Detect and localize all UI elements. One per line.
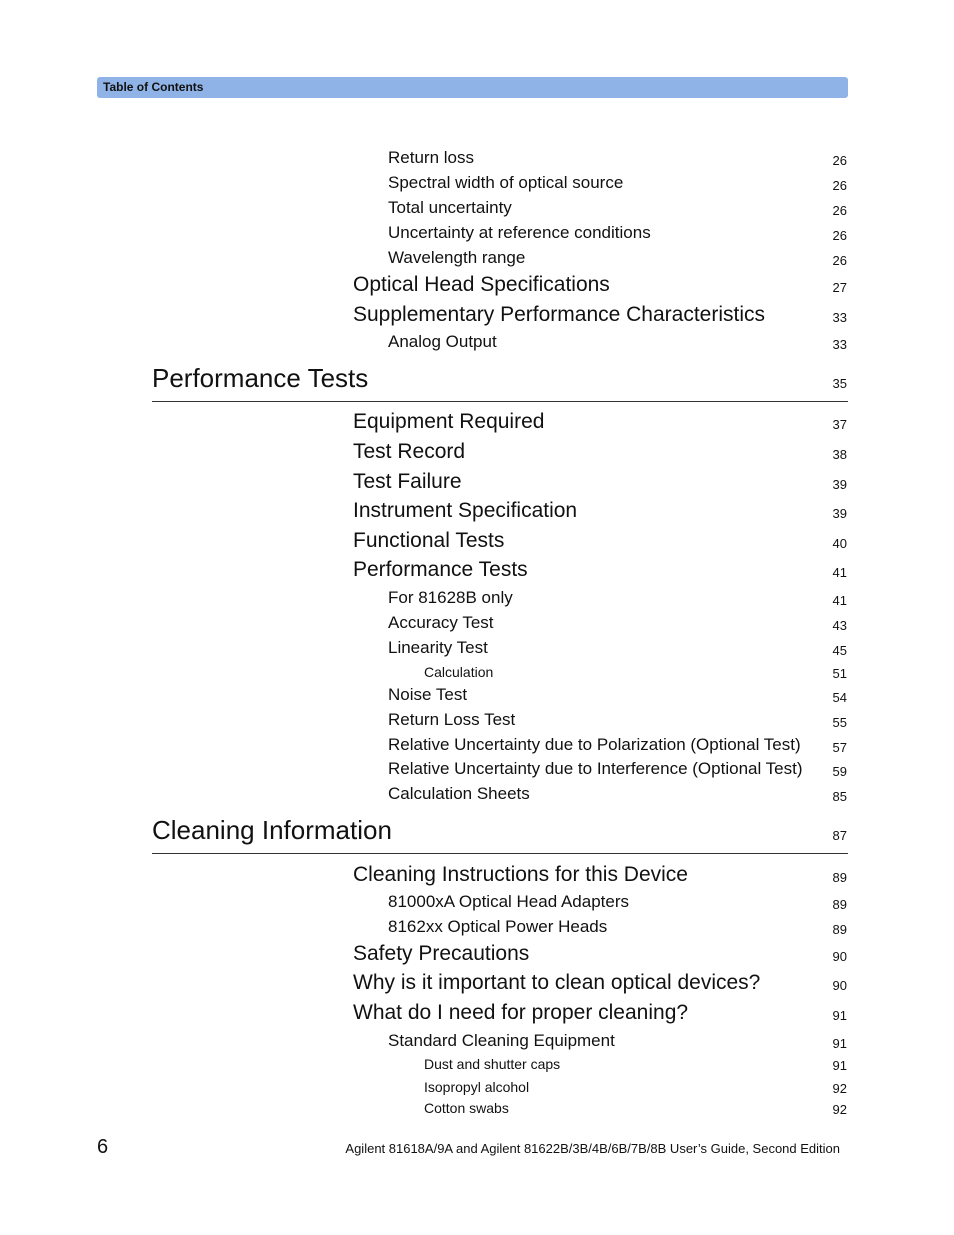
toc-entry-title: Cotton swabs xyxy=(424,1100,509,1116)
toc-entry-page: 37 xyxy=(832,417,847,432)
toc-entry-title: Supplementary Performance Characteristics xyxy=(353,303,766,326)
toc-entry-title: Calculation xyxy=(424,664,494,680)
toc-entry-title: Safety Precautions xyxy=(353,942,530,965)
toc-entry-title: 81000xA Optical Head Adapters xyxy=(388,892,629,911)
toc-entry-title: Noise Test xyxy=(388,685,468,704)
chapter-divider xyxy=(152,401,848,402)
toc-entry-page: 89 xyxy=(832,870,847,885)
page-number: 6 xyxy=(97,1136,109,1158)
toc-entry-page: 85 xyxy=(832,789,847,804)
toc-entry-title: Relative Uncertainty due to Polarization (Optional Test) xyxy=(388,735,801,754)
toc-entry-title: Return Loss Test xyxy=(388,710,516,729)
toc-entry-title: Cleaning Information xyxy=(152,815,392,845)
toc-entry-page: 38 xyxy=(832,447,847,462)
toc-entry-page: 90 xyxy=(832,949,847,964)
toc-entry-title: Cleaning Instructions for this Device xyxy=(353,863,688,886)
toc-entry-title: Dust and shutter caps xyxy=(424,1056,561,1072)
toc-entry-title: Linearity Test xyxy=(388,638,488,657)
toc-entry-page: 59 xyxy=(832,764,847,779)
toc-entry-title: 8162xx Optical Power Heads xyxy=(388,917,608,936)
toc-entry-title: Relative Uncertainty due to Interference (Optional Test) xyxy=(388,759,803,778)
toc-entry-title: Performance Tests xyxy=(353,558,528,581)
toc-entry-title: Why is it important to clean optical devices? xyxy=(353,971,761,994)
toc-entry-page: 43 xyxy=(832,618,847,633)
toc-entry-page: 26 xyxy=(832,178,847,193)
toc-entry-page: 27 xyxy=(832,280,847,295)
header-label: Table of Contents xyxy=(103,80,204,94)
chapter-divider xyxy=(152,853,848,854)
toc-entry-title: Isopropyl alcohol xyxy=(424,1079,530,1095)
toc-entry-page: 57 xyxy=(832,740,847,755)
toc-entry-page: 41 xyxy=(832,593,847,608)
toc-entry-page: 54 xyxy=(832,690,847,705)
toc-entry-page: 45 xyxy=(832,643,847,658)
toc-entry-page: 91 xyxy=(832,1058,847,1073)
toc-entry-title: Instrument Specification xyxy=(353,499,578,522)
toc-entry-title: Test Failure xyxy=(353,470,462,493)
toc-entry-page: 26 xyxy=(832,203,847,218)
toc-entry-page: 91 xyxy=(832,1008,847,1023)
toc-entry-title: Standard Cleaning Equipment xyxy=(388,1031,615,1050)
toc-entry-title: Return loss xyxy=(388,148,474,167)
toc-entry-page: 92 xyxy=(832,1081,847,1096)
toc-entry-page: 92 xyxy=(832,1102,847,1117)
toc-entry-page: 26 xyxy=(832,228,847,243)
toc-entry-title: Calculation Sheets xyxy=(388,784,530,803)
toc-entry-page: 91 xyxy=(832,1036,847,1051)
toc-entry-title: Accuracy Test xyxy=(388,613,494,632)
toc-entry-page: 89 xyxy=(832,922,847,937)
toc-entry-page: 90 xyxy=(832,978,847,993)
toc-entry-page: 26 xyxy=(832,153,847,168)
toc-entry-page: 89 xyxy=(832,897,847,912)
toc-entry-title: Total uncertainty xyxy=(388,198,512,217)
toc-entry-title: Functional Tests xyxy=(353,529,505,552)
toc-entry-page: 39 xyxy=(832,506,847,521)
toc-entry-page: 51 xyxy=(832,666,847,681)
toc-entry-title: What do I need for proper cleaning? xyxy=(353,1001,689,1024)
toc-entry-title: Optical Head Specifications xyxy=(353,273,610,296)
toc-entry-title: Uncertainty at reference conditions xyxy=(388,223,651,242)
toc-entry-page: 39 xyxy=(832,477,847,492)
toc-entry-title: Performance Tests xyxy=(152,363,369,393)
toc-entry-page: 55 xyxy=(832,715,847,730)
toc-entry-title: For 81628B only xyxy=(388,588,513,607)
toc-entry-page: 33 xyxy=(832,337,847,352)
toc-entry-title: Spectral width of optical source xyxy=(388,173,624,192)
toc-entry-title: Equipment Required xyxy=(353,410,545,433)
toc-entry-page: 40 xyxy=(832,536,847,551)
footer-text: Agilent 81618A/9A and Agilent 81622B/3B/4B/6B/7B/8B User’s Guide, Second Edition xyxy=(345,1141,840,1156)
toc-entry-page: 26 xyxy=(832,253,847,268)
toc-entry-page: 87 xyxy=(832,828,847,843)
toc-entry-title: Wavelength range xyxy=(388,248,526,267)
toc-entry-page: 41 xyxy=(832,565,847,580)
toc-entry-page: 33 xyxy=(832,310,847,325)
toc-entry-title: Analog Output xyxy=(388,332,497,351)
toc-entry-title: Test Record xyxy=(353,440,466,463)
toc-entry-page: 35 xyxy=(832,376,847,391)
